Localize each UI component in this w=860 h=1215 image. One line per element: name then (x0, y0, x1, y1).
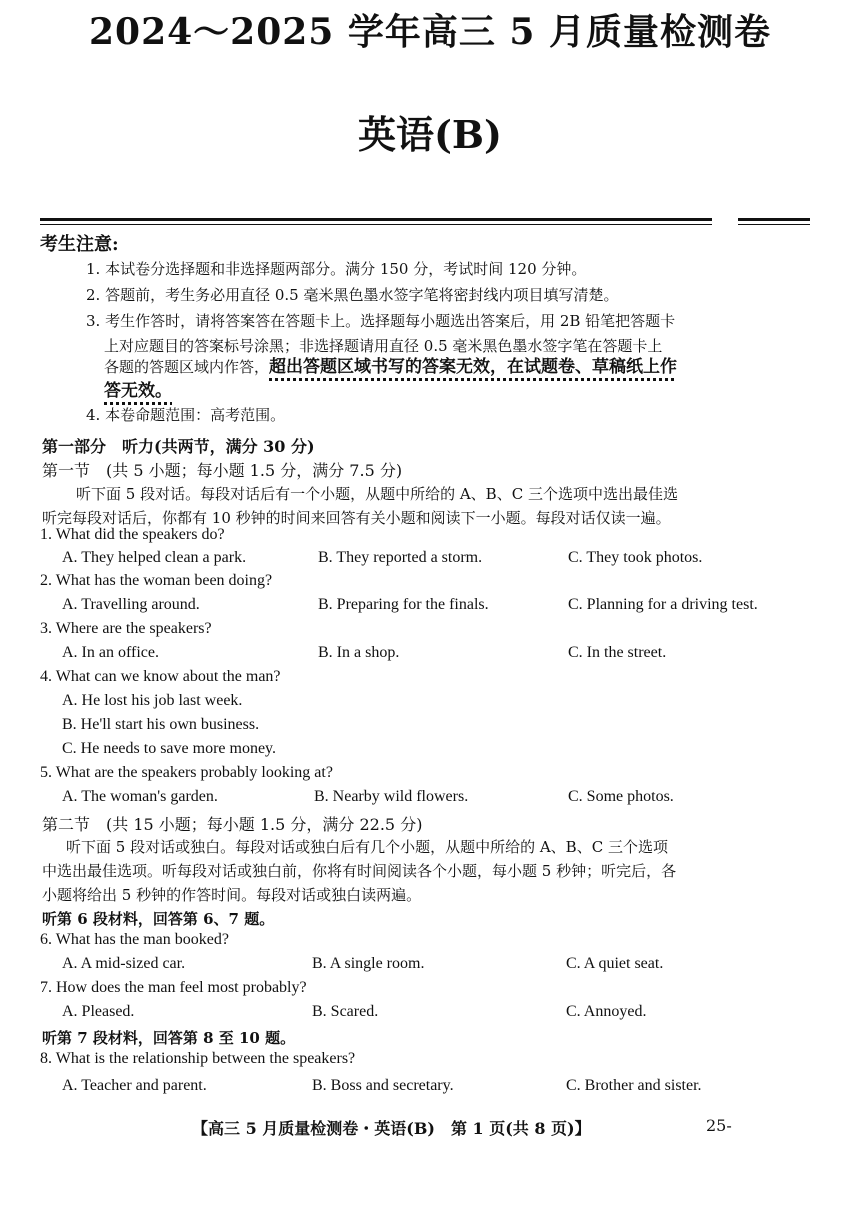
header-rule-right (738, 218, 810, 221)
header-rule-right-thin (738, 224, 810, 225)
question-7-stem: 7. How does the man feel most probably? (40, 979, 307, 996)
question-7-option-a: A. Pleased. (62, 1003, 135, 1020)
question-6-option-a: A. A mid-sized car. (62, 955, 186, 972)
question-5-option-a: A. The woman's garden. (62, 788, 218, 805)
notice-item-3-cont2 (104, 352, 677, 377)
question-6-stem: 6. What has the man booked? (40, 931, 229, 948)
question-4-stem: 4. What can we know about the man? (40, 668, 281, 685)
section1-heading: 第一节 (共 5 小题；每小题 1.5 分，满分 7.5 分) (42, 461, 403, 480)
question-2-option-a: A. Travelling around. (62, 596, 200, 613)
section1-instruction-1: 听下面 5 段对话。每段对话后有一个小题，从题中所给的 A、B、C 三个选项中选出最佳选 (76, 485, 678, 503)
notice-item-2: 2. 答题前，考生务必用直径 0.5 毫米黑色墨水签字笔将密封线内项目填写清楚。 (86, 286, 619, 304)
section2-instruction-1: 听下面 5 段对话或独白。每段对话或独白后有几个小题，从题中所给的 A、B、C 三个选项 (66, 838, 668, 856)
question-2-option-c: C. Planning for a driving test. (568, 596, 758, 613)
section2-instruction-3: 小题将给出 5 秒钟的作答时间。每段对话或独白读两遍。 (42, 886, 422, 904)
question-3-stem: 3. Where are the speakers? (40, 620, 212, 637)
question-1-stem: 1. What did the speakers do? (40, 526, 225, 543)
exam-title: 2024～2025 学年高三 5 月质量检测卷 (88, 11, 772, 53)
section2-instruction-2: 中选出最佳选项。听每段对话或独白前，你将有时间阅读各个小题，每小题 5 秒钟；听完后，各 (42, 862, 677, 880)
material-6-heading: 听第 6 段材料，回答第 6、7 题。 (42, 910, 275, 928)
material-7-heading: 听第 7 段材料，回答第 8 至 10 题。 (42, 1029, 296, 1047)
question-3-option-b: B. In a shop. (318, 644, 400, 661)
question-2-option-b: B. Preparing for the finals. (318, 596, 489, 613)
notice-item-3-emphasis: 超出答题区域书写的答案无效，在试题卷、草稿纸上作 (269, 357, 678, 377)
question-5-stem: 5. What are the speakers probably looking at? (40, 764, 333, 781)
notice-item-3-plain: 各题的答题区域内作答， (104, 358, 270, 376)
question-1-option-a: A. They helped clean a park. (62, 549, 247, 566)
question-3-option-a: A. In an office. (62, 644, 159, 661)
question-5-option-b: B. Nearby wild flowers. (314, 788, 469, 805)
page-footer: 【高三 5 月质量检测卷・英语(B) 第 1 页(共 8 页)】 (192, 1119, 591, 1138)
question-6-option-c: C. A quiet seat. (566, 955, 664, 972)
question-8-stem: 8. What is the relationship between the speakers? (40, 1050, 356, 1067)
question-2-stem: 2. What has the woman been doing? (40, 572, 273, 589)
question-6-option-b: B. A single room. (312, 955, 425, 972)
notice-item-1: 1. 本试卷分选择题和非选择题两部分。满分 150 分，考试时间 120 分钟。 (86, 260, 587, 278)
question-5-option-c: C. Some photos. (568, 788, 674, 805)
notice-item-3-end: 答无效。 (104, 381, 172, 401)
part1-heading: 第一部分 听力(共两节，满分 30 分) (42, 437, 315, 456)
section1-instruction-2: 听完每段对话后，你都有 10 秒钟的时间来回答有关小题和阅读下一小题。每段对话仅读一遍。 (42, 509, 671, 527)
question-7-option-b: B. Scared. (312, 1003, 379, 1020)
question-4-option-c: C. He needs to save more money. (62, 740, 277, 757)
notice-heading: 考生注意: (40, 234, 119, 255)
subject-title: 英语(B) (357, 112, 503, 157)
question-1-option-b: B. They reported a storm. (318, 549, 483, 566)
section2-heading: 第二节 (共 15 小题；每小题 1.5 分，满分 22.5 分) (42, 815, 423, 834)
question-7-option-c: C. Annoyed. (566, 1003, 647, 1020)
header-rule-thin (40, 224, 712, 225)
question-8-option-a: A. Teacher and parent. (62, 1077, 207, 1094)
question-3-option-c: C. In the street. (568, 644, 667, 661)
notice-item-4: 4. 本卷命题范围：高考范围。 (86, 406, 286, 424)
notice-item-3-cont1: 上对应题目的答案标号涂黑；非选择题请用直径 0.5 毫米黑色墨水签字笔在答题卡上 (104, 337, 663, 355)
header-rule (40, 218, 712, 221)
question-4-option-a: A. He lost his job last week. (62, 692, 243, 709)
question-8-option-b: B. Boss and secretary. (312, 1077, 454, 1094)
question-8-option-c: C. Brother and sister. (566, 1077, 702, 1094)
page-code: 25- (706, 1116, 732, 1135)
notice-item-3: 3. 考生作答时，请将答案答在答题卡上。选择题每小题选出答案后，用 2B 铅笔把答题卡 (86, 312, 676, 330)
question-4-option-b: B. He'll start his own business. (62, 716, 260, 733)
question-1-option-c: C. They took photos. (568, 549, 703, 566)
